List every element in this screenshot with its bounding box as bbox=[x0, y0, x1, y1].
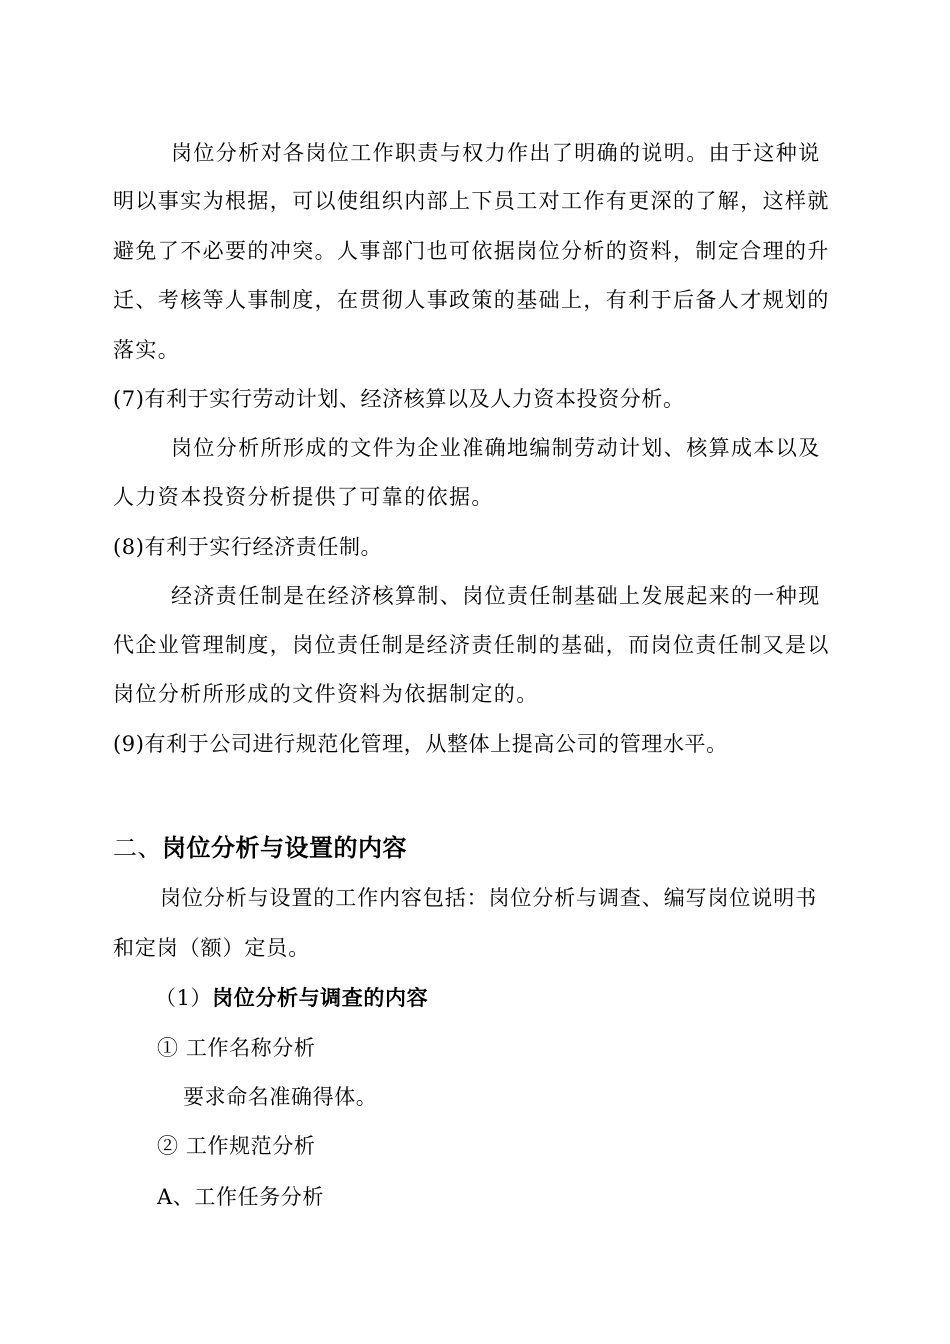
paragraph-3-line-3: 岗位分析所形成的文件资料为依据制定的。 bbox=[113, 682, 539, 706]
paragraph-1-line-5: 落实。 bbox=[113, 338, 181, 362]
point-1: ① 工作名称分析 bbox=[157, 1036, 316, 1060]
section-heading-number: 二、 bbox=[113, 834, 162, 862]
subsection-heading bbox=[155, 983, 428, 1013]
subsection-title: 岗位分析与调查的内容 bbox=[212, 986, 429, 1010]
list-item-8: (8)有利于实行经济责任制。 bbox=[113, 535, 383, 559]
point-a: A、工作任务分析 bbox=[157, 1185, 324, 1209]
paragraph-1-line-3: 避免了不必要的冲突。人事部门也可依据岗位分析的资料，制定合理的升 bbox=[113, 239, 830, 263]
paragraph-1-line-1: 岗位分析对各岗位工作职责与权力作出了明确的说明。由于这种说 bbox=[171, 141, 821, 165]
section-heading bbox=[113, 832, 407, 864]
section-intro-line-1: 岗位分析与设置的工作内容包括：岗位分析与调查、编写岗位说明书 bbox=[160, 886, 817, 910]
paragraph-1-line-4: 迁、考核等人事制度，在贯彻人事政策的基础上，有利于后备人才规划的 bbox=[113, 288, 830, 312]
paragraph-2-line-1: 岗位分析所形成的文件为企业准确地编制劳动计划、核算成本以及 bbox=[171, 436, 821, 460]
paragraph-3-line-2: 代企业管理制度，岗位责任制是经济责任制的基础，而岗位责任制又是以 bbox=[113, 633, 830, 657]
subsection-number: （1） bbox=[155, 986, 213, 1010]
paragraph-3-line-1: 经济责任制是在经济核算制、岗位责任制基础上发展起来的一种现 bbox=[171, 584, 821, 608]
section-intro-line-2: 和定岗（额）定员。 bbox=[113, 936, 311, 960]
paragraph-1-line-2: 明以事实为根据，可以使组织内部上下员工对工作有更深的了解，这样就 bbox=[113, 189, 830, 213]
point-2: ② 工作规范分析 bbox=[157, 1134, 316, 1158]
paragraph-2-line-2: 人力资本投资分析提供了可靠的依据。 bbox=[113, 485, 494, 509]
section-heading-title: 岗位分析与设置的内容 bbox=[162, 834, 407, 862]
list-item-7: (7)有利于实行劳动计划、经济核算以及人力资本投资分析。 bbox=[113, 387, 685, 411]
list-item-9: (9)有利于公司进行规范化管理，从整体上提高公司的管理水平。 bbox=[113, 732, 728, 756]
point-1-description: 要求命名准确得体。 bbox=[183, 1085, 378, 1109]
